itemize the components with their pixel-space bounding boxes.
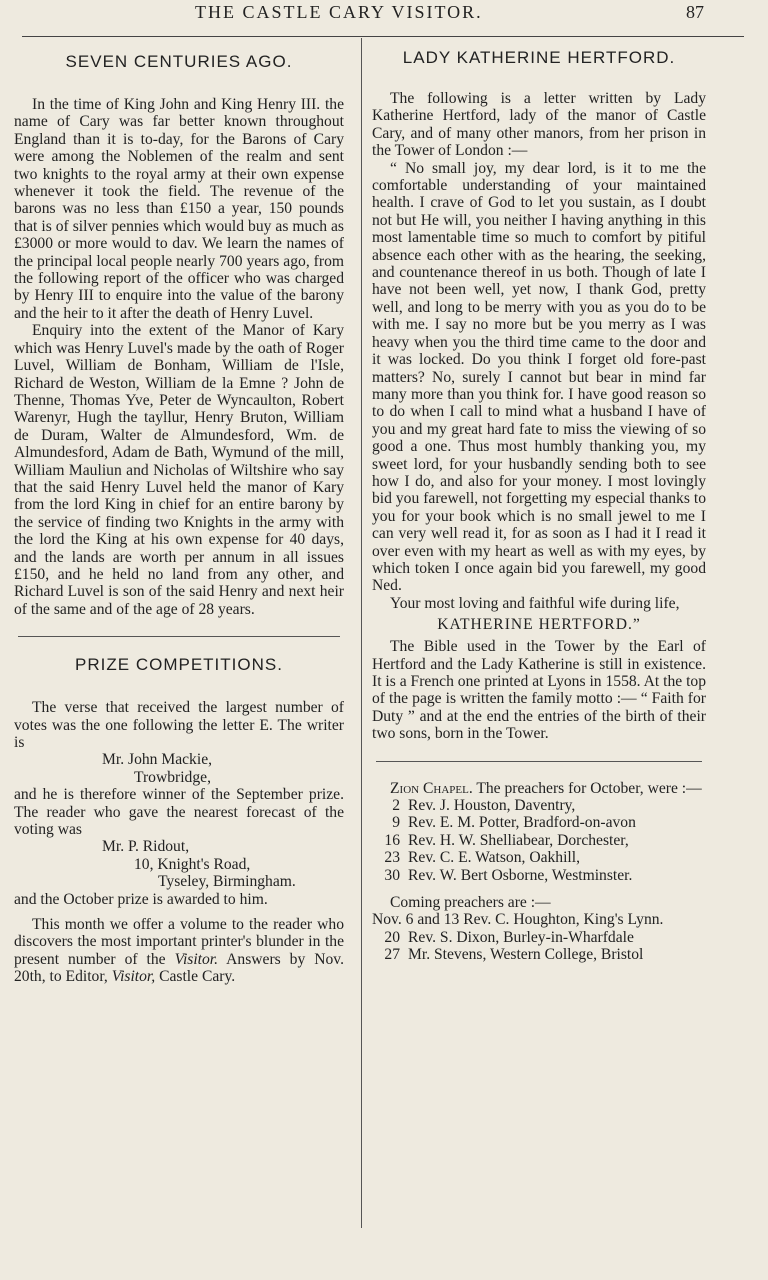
forecast-address [14,838,344,890]
preacher-date: 30 [384,866,400,884]
header-rule [22,36,744,37]
preacher-date: 27 [384,946,400,964]
list-item [372,832,706,849]
running-title: THE CASTLE CARY VISITOR. [195,2,483,22]
preacher-name: Rev. S. Dixon, Burley-in-Wharfdale [408,928,634,946]
prize-p4-mid: Answers by Nov. 20th, to Editor, [14,950,344,986]
section-divider-right [376,761,702,762]
column-divider [361,38,362,1228]
forecast-address-line-1: 10, Knight's Road, [134,855,251,873]
coming-preacher-first: Nov. 6 and 13 Rev. C. Houghton, King's Lynn. [372,911,664,929]
prize-p4-visitor: Visitor. [174,950,219,968]
zion-chapel-intro [372,780,706,797]
winner-address [14,751,344,786]
list-item [372,814,706,831]
prize-p4-visitor-2: Visitor, [111,968,156,986]
zion-chapel-label: Zion Chapel. [390,779,473,797]
winner-town: Trowbridge, [134,768,211,786]
list-item [372,946,706,963]
prize-paragraph-1: The verse that received the largest number of votes was the one following the letter E. The writer is [14,699,344,751]
preacher-name: Rev. W. Bert Osborne, Westminster. [408,866,633,884]
list-item [372,867,706,884]
preacher-name: Rev. C. E. Watson, Oakhill, [408,849,580,867]
preacher-date: 2 [392,797,400,815]
letter-signature: KATHERINE HERTFORD.” [437,616,641,634]
zion-chapel-text: The preachers for October, were :— [472,779,702,797]
seven-centuries-paragraph-2: Enquiry into the extent of the Manor of Kary which was Henry Luvel's made by the oath of Roger Luvel, William de Bonham, William de l'Isle, Richard de Weston, William de la Emne ? John de Thenne, Thomas Yve, Peter de Wyncaulton, Robert Warenyr, Hugh the tayllur, Henry Bruton, William de Duram, Walter de Almundesford, Wm. de Almundesford, Adam de Bath, Wymund of the mill, William Mauliun and Nicholas of Wiltshire who say that the said Henry Luvel held the manor of Kary from the lord King in chief for an entire barony by the service of finding two Knights in the army with the lord the King at his own expense for 40 days, and the lands are worth per annum in all issues £150, and he held no land from any other, and Richard Luvel is son of the said Henry and next heir of the same and of the age of 28 years. [14,322,344,618]
preacher-name: Mr. Stevens, Western College, Bristol [408,946,644,964]
forecast-address-line-2: Tyseley, Birmingham. [158,873,296,891]
prize-p4-end: Castle Cary. [155,968,236,986]
coming-preachers-list [372,911,706,963]
winner-name: Mr. John Mackie, [102,751,213,769]
coming-preachers-label: Coming preachers are :— [390,894,551,912]
preacher-date: 9 [392,814,400,832]
preacher-name: Rev. J. Houston, Daventry, [408,797,576,815]
section-divider [18,636,340,637]
list-item [372,797,706,814]
preacher-name: Rev. E. M. Potter, Bradford-on-avon [408,814,636,832]
preacher-date: 20 [384,928,400,946]
letter-closing: Your most loving and faithful wife during life, [390,594,680,612]
prize-p4-start: This month we offer a volume to the reader who discovers the most important printer's blunder in the present number of the [14,916,344,968]
preacher-name: Rev. H. W. Shelliabear, Dorchester, [408,831,629,849]
lady-katherine-heading: LADY KATHERINE HERTFORD. [402,48,676,67]
list-item [372,929,706,946]
seven-centuries-paragraph-1: In the time of King John and King Henry III. the name of Cary was far better known throughout England than it is to-day, for the Barons of Cary were among the Noblemen of the realm and sent two knights to the royal army at their own expense whenever it took the field. The revenue of the barons was no less than £150 a year, 150 pounds that is of silver pennies which would buy as much as £3000 or more would to dav. We learn the names of the principal local people nearly 700 years ago, from the following report of the officer who was charged by Henry III to enquire into the value of the barony and the heir to it after the death of Henry Luvel. [14,96,344,322]
preacher-date: 16 [384,831,400,849]
left-column [14,52,344,986]
preachers-list [372,797,706,884]
bible-paragraph: The Bible used in the Tower by the Earl of Hertford and the Lady Katherine is still in existence. It is a French one printed at Lyons in 1558. At the top of the page is written the family motto :— “ Faith for Duty ” and at the end the entries of the birth of their two sons, born in the Tower. [372,638,706,743]
prize-paragraph-2: and he is therefore winner of the September prize. The reader who gave the nearest forecast of the voting was [14,786,344,839]
prize-paragraph-3: and the October prize is awarded to him. [14,890,268,908]
list-item [372,849,706,866]
forecast-name: Mr. P. Ridout, [102,838,190,856]
letter-body: “ No small joy, my dear lord, is it to me the comfortable understanding of your maintained health. I crave of God to let you sustain, as I doubt not but He will, you neither I having anything in this most lamentable time so much to comfort by pitiful absence each other with as the hearing, the seeking, and countenance thereof in us both. Though of late I have not been well, yet now, I thank God, pretty well, and long to be merry with you as you do to be with me. I say no more but be you merry as I was heavy when you the third time came to the door and it was locked. Do you think I forget old fore-past matters? No, surely I cannot but bear in mind far many more than you think for. I have good reason so to do when I call to mind what a husband I have of you and my great hard fate to miss the viewing of so good a one. Thus most humbly thanking you, my sweet lord, for your husbandly sending both to see how I do, and also for your money. I most lovingly bid you farewell, not forgetting my especial thanks to you for your book which is no small jewel to me I can very well read it, for as soon as I had it I read it over even with my heart as well as with my eyes, by which token I once again bid you farewell, my good Ned. [372,159,706,595]
preacher-date: 23 [384,849,400,867]
page-number: 87 [686,2,704,22]
letter-intro: The following is a letter written by Lady Katherine Hertford, lady of the manor of Castle Cary, and of many other manors, from her prison in the Tower of London :— [372,90,706,160]
right-column [372,48,706,964]
prize-competitions-heading: PRIZE COMPETITIONS. [75,655,283,675]
page-header [0,2,768,28]
prize-paragraph-4 [14,916,344,986]
seven-centuries-heading: SEVEN CENTURIES AGO. [65,52,293,71]
